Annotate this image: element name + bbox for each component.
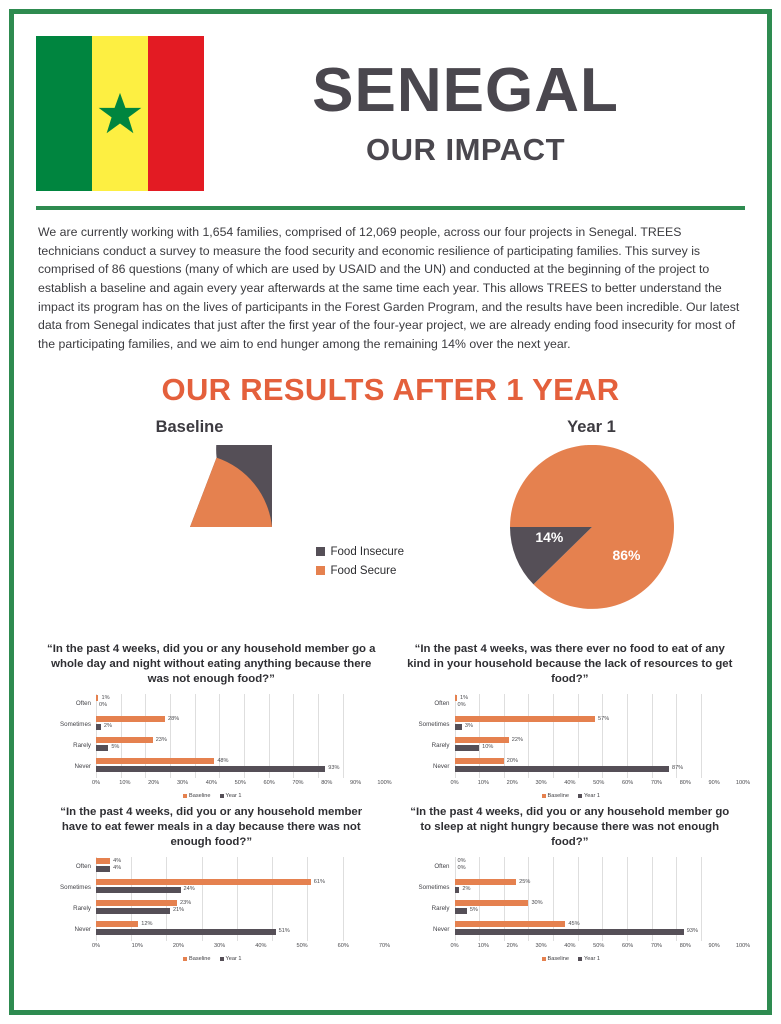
bar-line [455,766,702,772]
bar-line [455,866,702,872]
axis-tick-label: 20% [506,942,518,949]
bar-value-label: 21% [172,907,185,914]
bar-value-label: 61% [313,878,325,885]
pie-year1-value-insecure: 14% [534,528,563,545]
axis-tick-label: 70% [650,942,663,949]
bar-line [455,745,702,751]
bar-category-label: Sometimes [60,721,91,729]
axis-ticks [450,942,751,954]
bar-baseline [455,716,596,722]
page-frame [9,9,772,1015]
axis-tick-label: 30% [214,942,226,949]
bar-value-label: 12% [141,920,153,927]
legend-item-food-insecure [316,546,466,558]
bar-line [96,879,343,885]
bar-group [455,920,744,941]
bar-group [455,878,744,899]
legend-swatch [578,957,582,961]
page-title: SENEGAL [312,55,619,125]
bar-group [455,899,744,920]
bar-baseline [96,858,110,864]
axis-tick-label: 30% [535,779,547,786]
bar-chart-plot [399,857,744,941]
legend-item-year-1 [578,793,600,799]
bar-group [96,715,385,736]
bar-baseline [96,879,311,885]
legend-swatch [542,794,546,798]
legend-item-year-1 [578,956,600,962]
bar-chart-row [40,920,385,941]
axis-tick-label: 60% [621,942,634,949]
bar-group [96,878,385,899]
axis-tick-label: 10% [131,942,143,949]
bar-category-label: Rarely [431,742,450,750]
bar-value-label: 22% [511,736,523,743]
bar-value-label: 23% [179,899,192,906]
axis-tick-label: 90% [708,942,720,949]
bar-category-label: Rarely [73,905,91,913]
legend-item-baseline [183,793,210,799]
axis-tick-label: 50% [593,779,605,786]
legend-swatch [542,957,546,961]
bar-year-1 [455,745,480,751]
bar-line [455,716,702,722]
axis-tick-label: 90% [708,779,720,786]
bar-chart-row [40,715,385,736]
bar-line [455,703,702,709]
bar-year-1 [455,724,462,730]
legend-item-baseline [542,793,569,799]
axis-gutter [399,943,455,954]
axis-tick-label: 70% [378,942,391,949]
axis-tick-label: 50% [234,779,246,786]
bar-value-label: 2% [103,723,113,730]
bar-value-label: 45% [568,920,580,927]
bar-line [96,908,343,914]
bar-category-label: Often [434,863,450,871]
bar-value-label: 0% [457,702,466,709]
axis-tick-label: 80% [679,779,691,786]
bar-year-1 [96,929,276,935]
axis-tick-label: 10% [477,942,489,949]
bar-group [455,857,744,878]
bar-line [455,879,702,885]
chart-card-sleep-hungry [395,801,751,962]
bar-value-label: 23% [155,736,167,743]
bar-year-1 [455,887,460,893]
axis-tick-label: 80% [679,942,691,949]
legend-item-baseline [542,956,569,962]
pie-title-baseline: Baseline [155,417,224,436]
legend-label: Year 1 [584,955,600,962]
bar-baseline [455,695,457,701]
bar-category-label: Often [75,700,91,708]
legend-item-baseline [183,956,210,962]
bar-value-label: 51% [278,928,290,935]
bar-value-label: 0% [99,702,108,709]
bar-baseline [455,900,529,906]
bar-chart-row [399,715,744,736]
bar-value-label: 48% [217,757,229,764]
bar-line [96,900,343,906]
axis-gutter [40,780,96,791]
axis-tick-label: 60% [621,779,634,786]
bar-line [96,703,343,709]
bar-line [96,695,343,701]
bar-line [96,758,343,764]
bar-group [96,899,385,920]
bar-chart-fewer-meals [38,857,391,962]
bar-group [96,694,385,715]
axis-tick-label: 100% [735,779,751,786]
axis-tick-label: 100% [735,942,751,949]
bar-line [96,766,343,772]
bar-year-1 [96,887,181,893]
bar-chart-plot [40,694,385,778]
legend-swatch [183,957,187,961]
bar-line [455,695,702,701]
bar-line [96,737,343,743]
axis-tick-label: 40% [564,779,576,786]
pie-baseline-svg [108,445,272,609]
axis-tick-label: 30% [535,942,547,949]
legend-label: Baseline [547,955,569,962]
axis-ticks [91,942,391,954]
legend-swatch [578,794,582,798]
bar-baseline [96,737,153,743]
bar-baseline [96,716,165,722]
bar-chart-row [399,920,744,941]
bar-category-label: Often [434,700,450,708]
bar-category-label: Never [432,763,450,771]
pie-baseline-value-insecure: 82% [141,553,170,570]
bar-category-label: Sometimes [60,884,91,892]
legend-item-food-secure [316,565,466,577]
flag-band-green [36,36,92,191]
bar-chart-x-axis [399,942,751,954]
bar-group [96,857,385,878]
legend-label: Year 1 [225,792,242,799]
axis-tick-label: 40% [205,779,217,786]
legend-item-year-1 [220,956,242,962]
bar-value-label: 30% [531,899,543,906]
bar-value-label: 28% [168,715,180,722]
bar-chart-row [40,736,385,757]
header [36,14,745,200]
bar-line [96,921,343,927]
bar-chart-legend [40,956,385,962]
axis-tick-label: 60% [337,942,349,949]
star-icon [97,91,143,137]
bar-category-label: Rarely [431,905,450,913]
axis-tick-label: 90% [350,779,362,786]
bar-charts-grid [36,638,751,962]
bar-chart-row [40,757,385,778]
axis-tick-label: 80% [321,779,333,786]
bar-group [96,736,385,757]
bar-chart-row [399,878,744,899]
axis-tick-label: 70% [650,779,663,786]
bar-line [455,929,702,935]
axis-tick-label: 0% [91,942,101,949]
chart-question-fewer-meals: “In the past 4 weeks, did you or any household member have to eat fewer meals in a day because there was not enough food?” [60,805,363,849]
legend-swatch [183,794,187,798]
axis-tick-label: 50% [296,942,308,949]
bar-category-label: Often [75,863,91,871]
bar-value-label: 5% [111,744,120,751]
flag-band-red [148,36,204,191]
bar-chart-x-axis [399,779,751,791]
bar-group [96,757,385,778]
axis-tick-label: 20% [506,779,518,786]
bar-chart-legend [399,956,744,962]
axis-gutter [40,943,96,954]
axis-tick-label: 70% [292,779,304,786]
bar-baseline [96,695,98,701]
bar-chart-plot [40,857,385,941]
bar-value-label: 93% [328,765,340,772]
header-titles [204,55,745,168]
axis-ticks [91,779,392,791]
axis-tick-label: 20% [148,779,160,786]
bar-year-1 [455,908,467,914]
bar-group [96,920,385,941]
senegal-flag-icon [36,36,204,191]
bar-line [455,724,702,730]
bar-line [455,758,702,764]
intro-paragraph: We are currently working with 1,654 families, comprised of 12,069 people, across our four projects in Senegal. TREES technicians conduct a survey to measure the food security and economic resilience of participating families. This survey is comprised of 86 questions (many of which are used by USAID and the UN) and conducted at the beginning of the project to establish a baseline and again every year afterwards at the same time each year. This allows TREES to better understand the impact its program has on the lives of participants in the Forest Garden Program, and the results have been incredible. Our latest data from Senegal indicates that just after the first year of the four-year project, we are already ending food insecurity for most of the participating families, and we aim to end hunger among the remaining 14% over the next year. [38,225,740,352]
bar-category-label: Never [74,763,91,771]
bar-group [455,736,744,757]
chart-question-whole-day: “In the past 4 weeks, did you or any household member go a whole day and night without eating anything because there was not enough food?” [47,642,376,686]
chart-card-fewer-meals [36,801,391,962]
axis-tick-label: 0% [450,779,459,786]
bar-line [96,866,343,872]
bar-value-label: 0% [457,865,466,872]
axis-ticks [450,779,751,791]
bar-group [455,694,744,715]
axis-tick-label: 30% [176,779,189,786]
bar-chart-legend [399,793,744,799]
pie-baseline-graphic [108,445,272,614]
axis-tick-label: 10% [477,779,489,786]
bar-line [96,929,343,935]
bar-group [455,715,744,736]
pie-legend [316,418,466,584]
bar-line [96,858,343,864]
bar-chart-row [399,899,744,920]
bar-baseline [455,737,509,743]
bar-chart-no-food [397,694,751,799]
pie-title-year1: Year 1 [567,417,616,436]
bar-category-label: Sometimes [418,721,450,729]
bar-baseline [455,921,566,927]
bar-baseline [96,900,177,906]
axis-tick-label: 10% [119,779,131,786]
bar-line [96,887,343,893]
pie-charts-section [36,418,745,628]
bar-category-label: Rarely [73,742,91,750]
bar-category-label: Never [432,926,450,934]
chart-question-no-food: “In the past 4 weeks, was there ever no food to eat of any kind in your household because the lack of resources to get food?” [407,642,733,686]
legend-label: Year 1 [584,792,600,799]
bar-chart-x-axis [40,779,392,791]
bar-value-label: 4% [113,857,122,864]
bar-chart-plot [399,694,744,778]
legend-item-year-1 [220,793,242,799]
axis-gutter [399,780,455,791]
bar-chart-x-axis [40,942,391,954]
bar-line [455,737,702,743]
bar-category-label: Never [74,926,91,934]
legend-label-insecure: Food Insecure [330,545,405,558]
results-heading: OUR RESULTS AFTER 1 YEAR [161,371,620,407]
page-subtitle: OUR IMPACT [365,131,566,167]
axis-tick-label: 50% [593,942,605,949]
bar-year-1 [96,766,325,772]
bar-value-label: 1% [101,694,110,701]
bar-value-label: 3% [464,723,473,730]
bar-line [455,921,702,927]
bar-value-label: 5% [469,907,478,914]
bar-value-label: 20% [506,757,518,764]
bar-chart-row [399,857,744,878]
bar-group [455,757,744,778]
bar-value-label: 87% [671,765,684,772]
bar-value-label: 57% [598,715,610,722]
bar-year-1 [96,745,108,751]
bar-line [96,724,343,730]
bar-chart-row [40,694,385,715]
bar-value-label: 1% [459,694,469,701]
legend-swatch [220,794,224,798]
pie-year1-svg [510,445,674,609]
legend-swatch-secure [316,566,325,575]
bar-baseline [96,758,214,764]
bar-value-label: 4% [113,865,122,872]
pie-chart-year1 [466,418,718,614]
legend-swatch [220,957,224,961]
axis-tick-label: 40% [564,942,576,949]
bar-value-label: 10% [482,744,494,751]
axis-tick-label: 40% [255,942,267,949]
bar-chart-whole-day [38,694,392,799]
bar-value-label: 0% [457,857,466,864]
bar-year-1 [455,929,684,935]
bar-chart-row [40,899,385,920]
chart-card-whole-day [36,638,392,799]
axis-tick-label: 0% [450,942,459,949]
legend-label: Baseline [189,955,211,962]
legend-swatch-insecure [316,547,325,556]
pie-year1-value-secure: 86% [611,546,640,563]
bar-line [455,887,702,893]
bar-line [96,745,343,751]
bar-chart-row [40,857,385,878]
bar-line [455,858,702,864]
bar-chart-row [399,694,744,715]
legend-label: Baseline [547,792,569,799]
bar-year-1 [455,766,669,772]
pie-baseline-value-secure: 18% [218,530,247,547]
bar-chart-row [399,736,744,757]
bar-line [455,900,702,906]
bar-chart-row [40,878,385,899]
bar-value-label: 2% [462,886,471,893]
axis-tick-label: 0% [91,779,101,786]
legend-label: Baseline [189,792,211,799]
bar-line [455,908,702,914]
bar-chart-legend [40,793,385,799]
bar-baseline [96,921,138,927]
pie-year1-graphic [510,445,674,614]
chart-card-no-food [395,638,751,799]
bar-year-1 [96,866,110,872]
chart-question-sleep-hungry: “In the past 4 weeks, did you or any household member go to sleep at night hungry because there was not enough food?” [410,805,730,849]
axis-tick-label: 60% [263,779,275,786]
pie-chart-baseline [64,418,316,614]
bar-baseline [455,758,504,764]
bar-value-label: 93% [686,928,698,935]
bar-chart-row [399,757,744,778]
bar-year-1 [96,908,170,914]
bar-baseline [455,879,517,885]
bar-value-label: 25% [519,878,531,885]
legend-label: Year 1 [225,955,242,962]
bar-value-label: 24% [183,886,195,893]
bar-chart-sleep-hungry [397,857,751,962]
axis-tick-label: 100% [377,779,392,786]
bar-line [96,716,343,722]
legend-label-secure: Food Secure [330,564,397,577]
bar-category-label: Sometimes [418,884,450,892]
bar-year-1 [96,724,101,730]
axis-tick-label: 20% [172,942,185,949]
